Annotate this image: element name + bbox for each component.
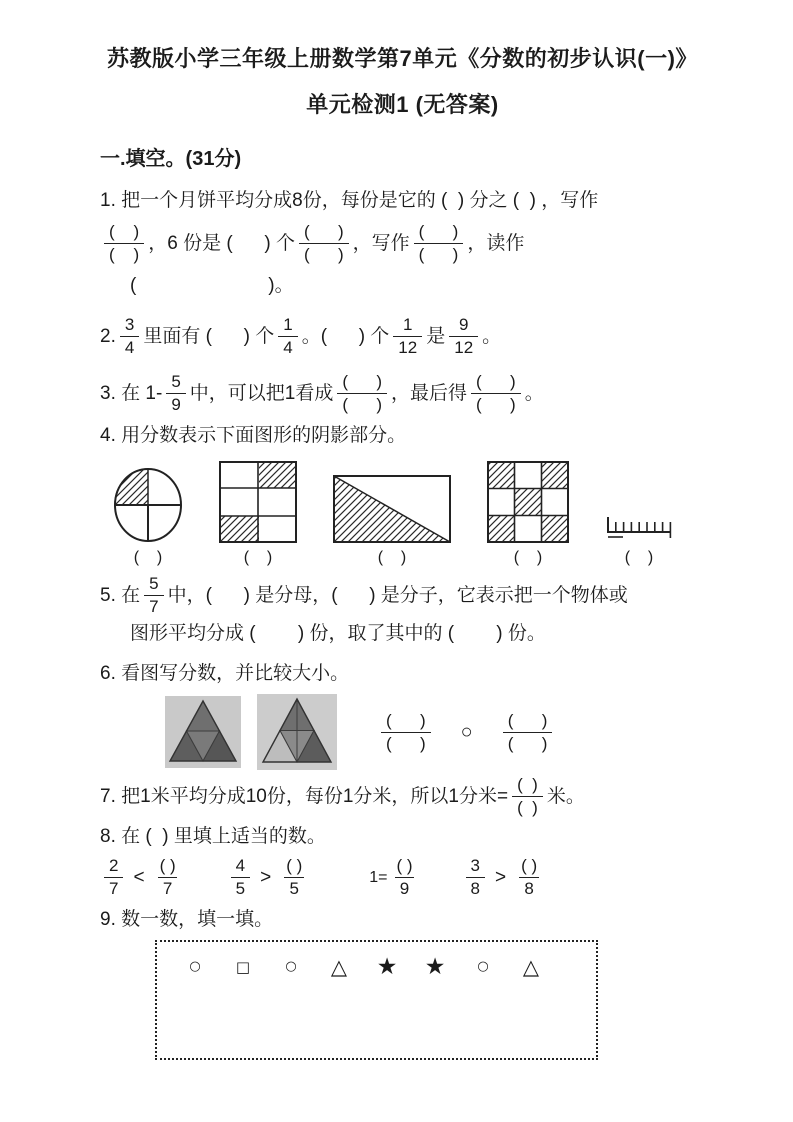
star-shape: ★ [376,954,398,980]
blank-fraction [503,710,553,755]
fraction-denominator: ( ) [337,393,387,416]
answer-blank: ( ) [243,549,273,566]
circle-shape: ○ [477,959,489,974]
fraction-denominator: 5 [231,877,250,900]
question-text: 米。 [546,785,585,807]
question-text: 8. 在 ( ) 里填上适当的数。 [100,826,326,847]
blank-fraction [516,855,542,900]
question-text: ，写作 [352,232,410,254]
question-text: 1. 把一个月饼平均分成8份，每份是它的 ( ) 分之 ( ) ，写作 [100,190,599,211]
fraction-5-7 [144,573,163,618]
greater-than-sign: > [495,866,507,888]
fraction-numerator: ( ) [342,372,383,391]
fraction-numerator: ( ) [386,710,426,730]
fraction-numerator: ( ) [396,856,413,875]
question-text: 图形平均分成 ( ) 份，取了其中的 ( ) 份。 [130,623,546,644]
blank-fraction [414,221,464,266]
answer-blank: ( ) [133,549,163,566]
fraction-denominator: 4 [278,336,297,359]
fraction-numerator: 1 [403,315,413,334]
answer-blank: ( )。 [130,275,294,296]
question-text: 5. 在 [100,584,141,606]
fraction-denominator: 9 [166,393,185,416]
fraction-denominator: 9 [395,877,414,900]
fraction-1-4 [278,314,297,359]
answer-blank: ( ) [624,549,654,566]
question-2 [100,314,705,359]
question-text: 3. 在 1- [100,382,163,404]
question-text: 。 [524,382,544,404]
circle-shape: ○ [285,959,297,974]
question-text: 里面有 ( ) 个 [143,325,275,347]
fraction-numerator: ( ) [507,710,548,730]
fraction-numerator: ( ) [286,856,303,875]
fraction-denominator: 8 [519,877,538,900]
question-text: ，最后得 [391,382,468,404]
section-heading: 一.填空。(31分) [100,148,242,170]
fraction-5-9 [166,371,185,416]
question-8 [100,823,705,851]
figure-grid-3x3 [486,460,570,567]
answer-blank: ( ) [377,549,407,566]
fraction-numerator: 5 [149,574,159,593]
rectangle-diagonal-shaded-figure [332,474,452,544]
fraction-denominator: 5 [284,877,303,900]
question-text: 7. 把1米平均分成10份，每份1分米，所以1分米= [100,785,509,807]
counting-box [155,940,598,1060]
segment-ruler-figure [604,510,674,544]
fraction-denominator: ( ) [503,732,553,755]
question-5-line1 [100,573,705,618]
fraction-numerator: ( ) [303,222,344,241]
question-9 [100,906,705,934]
blank-fraction [281,855,307,900]
fraction-denominator: ( ) [299,243,349,266]
star-shape: ★ [424,954,446,980]
comparison-circle: ○ [460,720,473,743]
figure-grid-2x3 [218,460,298,567]
equation-lead: 1= [369,868,388,886]
triangle-photo-1 [165,696,241,768]
comparison-item [227,855,312,900]
fraction-numerator: 4 [235,856,246,875]
figure-segment-ticks [604,510,674,567]
blank-fraction [512,774,543,819]
fraction-numerator: ( ) [159,856,176,875]
fraction-denominator: 7 [104,877,123,900]
fraction-9-12 [449,314,478,359]
fraction-denominator: 4 [120,336,139,359]
blank-fraction [337,371,387,416]
question-6-figures [165,694,705,770]
fraction-4-5 [231,855,250,900]
fraction-numerator: 3 [124,315,135,334]
question-text: 。 [482,325,502,347]
fraction-numerator: 5 [171,372,181,391]
fraction-numerator: ( ) [521,856,538,875]
blank-fraction [381,710,431,755]
triangle-shape: △ [522,955,540,979]
question-text: 中，可以把1看成 [189,382,334,404]
question-text: 4. 用分数表示下面图形的阴影部分。 [100,425,407,446]
fraction-numerator: 2 [109,856,119,875]
worksheet-title-line1: 苏教版小学三年级上册数学第7单元《分数的初步认识(一)》 [107,46,698,71]
question-1-line2 [100,221,705,266]
question-4 [100,422,705,450]
question-text: ，6 份是 ( ) 个 [148,232,295,254]
fraction-2-7 [104,855,123,900]
grid-2x3-shaded-figure [218,460,298,544]
question-1-line3 [130,272,705,300]
blank-fraction [299,221,349,266]
question-6 [100,660,705,688]
comparison-item [100,855,185,900]
triangle-photo-2 [257,694,337,770]
question-8-comparisons [100,855,705,900]
figure-circle-quarters [112,466,184,567]
fraction-denominator: 7 [158,877,177,900]
fraction-1-12 [393,314,422,359]
fraction-numerator: ( ) [109,222,140,241]
less-than-sign: < [133,866,145,888]
fraction-denominator: 7 [144,595,163,618]
fraction-numerator: 9 [458,315,469,334]
triangle-shape: △ [330,955,348,979]
question-text: ，读作 [467,232,525,254]
greater-than-sign: > [260,866,272,888]
question-text: 9. 数一数，填一填。 [100,909,274,930]
question-number: 2. [100,325,116,347]
comparison-item [369,855,421,900]
question-text: 6. 看图写分数，并比较大小。 [100,663,350,684]
fraction-denominator: 8 [466,877,485,900]
fraction-denominator: ( ) [414,243,464,266]
figure-rect-diagonal [332,474,452,567]
shape-row [157,954,596,980]
fraction-numerator: ( ) [517,775,538,794]
fraction-numerator: 1 [283,315,293,334]
question-3 [100,371,705,416]
blank-fraction [155,855,181,900]
question-1-line1 [100,187,705,215]
blank-fraction [471,371,521,416]
comparison-item [462,855,547,900]
blank-fraction [104,221,144,266]
square-shape: □ [235,958,251,976]
question-text: 。( ) 个 [301,325,390,347]
fraction-numerator: ( ) [418,222,459,241]
fraction-denominator: ( ) [104,243,144,266]
circle-quarter-shaded-figure [112,466,184,544]
fraction-denominator: 12 [449,336,478,359]
question-text: 中，( ) 是分母，( ) 是分子，它表示把一个物体或 [167,584,628,606]
fraction-3-8 [466,855,485,900]
answer-blank: ( ) [513,549,543,566]
question-4-figures [112,460,705,567]
worksheet-title-line2: 单元检测1 (无答案) [306,92,499,117]
fraction-numerator: ( ) [476,372,516,391]
fraction-numerator: 3 [470,856,481,875]
question-7 [100,774,705,819]
circle-shape: ○ [189,959,201,974]
fraction-denominator: 12 [393,336,422,359]
blank-fraction [392,855,418,900]
question-5-line2 [130,620,705,648]
fraction-denominator: ( ) [471,393,521,416]
fraction-denominator: ( ) [512,796,543,819]
fraction-denominator: ( ) [381,732,431,755]
grid-3x3-shaded-figure [486,460,570,544]
question-text: 是 [426,325,446,347]
fraction-3-4 [120,314,139,359]
